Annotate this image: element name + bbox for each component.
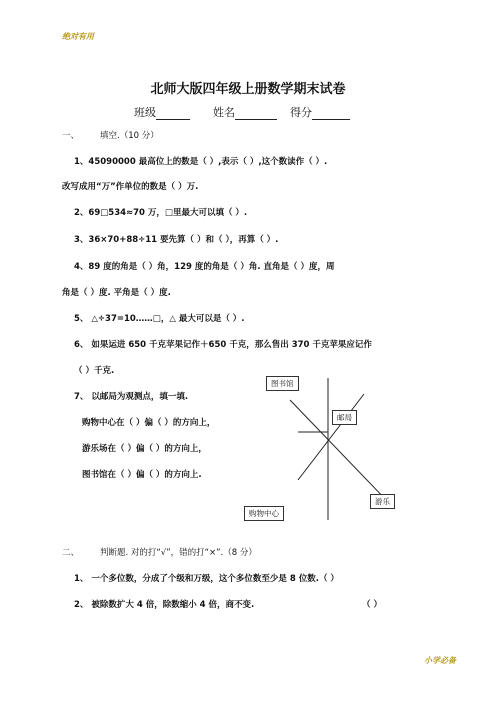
s1-question-7-mall: 购物中心在（ ）偏（ ）的方向上， (82, 418, 216, 428)
s1-question-2: 2、69□534≈70 万，□里最大可以填（ ）. (74, 208, 248, 218)
direction-map (240, 372, 410, 532)
mall-label: 购物中心 (244, 506, 284, 521)
s1-question-3: 3、36×70+88÷11 要先算（ ）和（ ），再算（ ）. (74, 235, 279, 245)
s1-question-4: 4、89 度的角是（ ）角，129 度的角是（ ）角. 直角是（ ）度，周 (74, 262, 335, 272)
section2-number: 二、 (62, 548, 80, 558)
page-title: 北师大版四年级上册数学期末试卷 (150, 82, 346, 97)
s1-question-7: 7、 以邮局为观测点，填一填. (74, 392, 189, 402)
s1-question-1-cont: 改写成用“万”作单位的数是（ ）万. (62, 182, 199, 192)
class-label: 班级 (134, 106, 156, 119)
post-office-label: 邮局 (332, 410, 357, 425)
name-blank (235, 107, 277, 120)
s2-question-1: 1、 一个多位数，分成了个级和万级，这个多位数至少是 8 位数.（ ） (74, 574, 339, 584)
s2-question-2-paren: （ ） (362, 600, 382, 610)
footer-tag: 小学必备 (424, 656, 456, 665)
score-field (290, 104, 350, 120)
name-label: 姓名 (213, 106, 235, 119)
s1-question-5: 5、 △÷37=10……□，△ 最大可以是（ ）. (74, 314, 245, 324)
park-label: 游乐 (370, 494, 395, 509)
s1-question-7-library: 图书馆在（ ）偏（ ）的方向上. (82, 470, 202, 480)
score-blank (312, 107, 350, 120)
class-field (134, 104, 190, 120)
section1-number: 一、 (62, 131, 80, 141)
s1-question-1: 1、45090000 最高位上的数是（ ）,表示（ ）,这个数读作（ ）. (74, 157, 328, 167)
s1-question-7-park: 游乐场在（ ）偏（ ）的方向上， (82, 444, 207, 454)
name-field (213, 104, 277, 120)
s1-question-6-cont: （ ）千克. (74, 366, 115, 376)
s1-question-6: 6、 如果运进 650 千克苹果记作＋650 千克，那么售出 370 千克苹果应记作 (74, 340, 372, 350)
section2-heading: 判断题. 对的打“√”，错的打“×”.（8 分） (100, 548, 257, 558)
header-tag: 绝对有用 (62, 32, 94, 41)
section1-heading: 填空.（10 分） (100, 131, 159, 141)
score-label: 得分 (290, 106, 312, 119)
library-label: 图书馆 (266, 376, 299, 391)
s1-question-4-cont: 角是（ ）度. 平角是（ ）度. (62, 288, 171, 298)
s2-question-2: 2、 被除数扩大 4 倍，除数缩小 4 倍，商不变. (74, 600, 255, 610)
class-blank (156, 107, 190, 120)
